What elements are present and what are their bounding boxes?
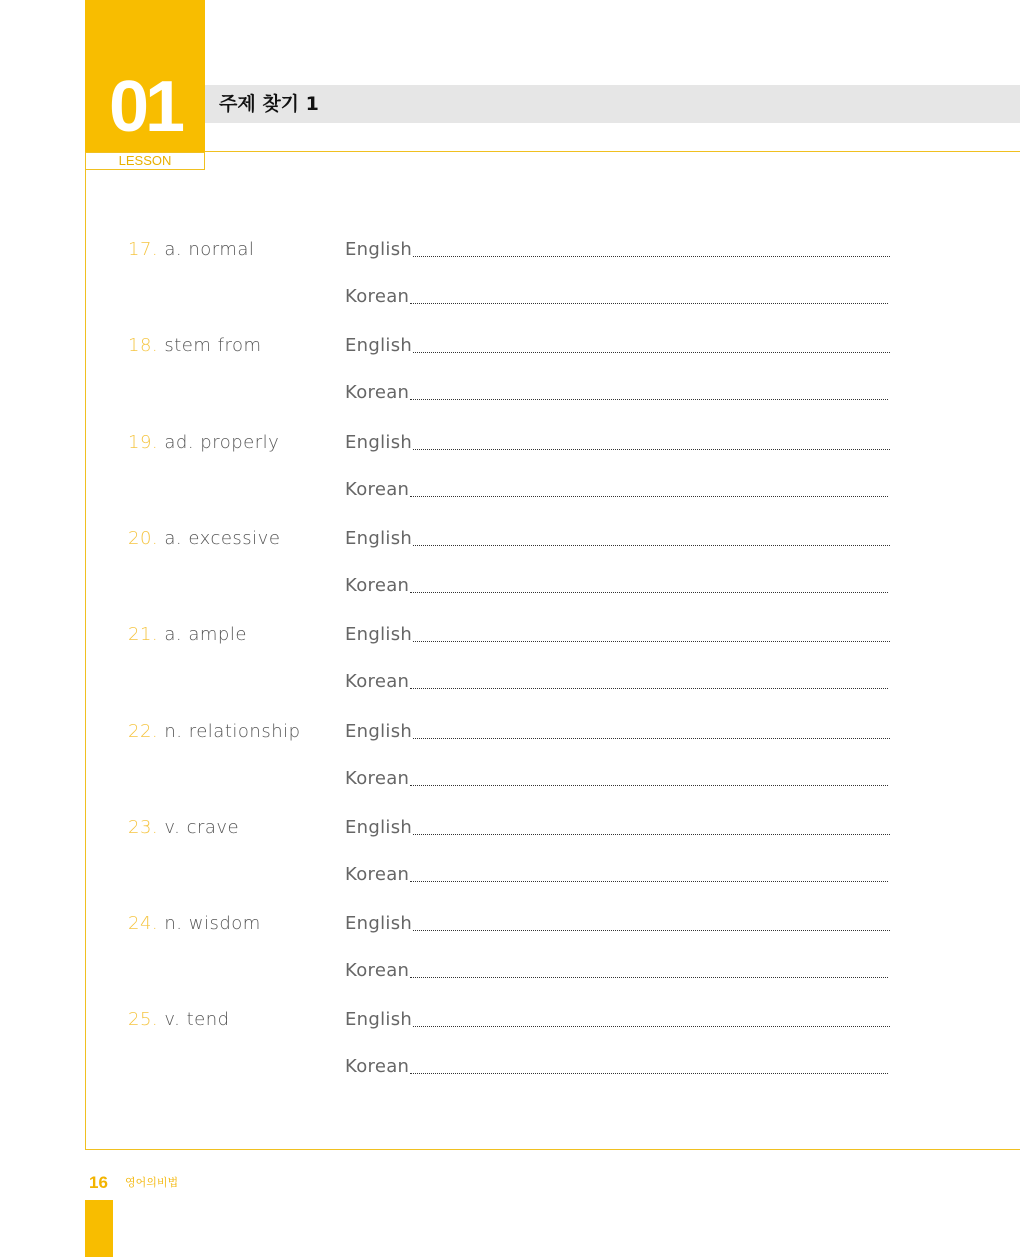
page-title: 주제 찾기 1 bbox=[219, 93, 319, 115]
korean-label: Korean bbox=[345, 574, 410, 596]
english-label: English bbox=[345, 239, 413, 260]
vocab-entry bbox=[128, 719, 908, 815]
vocab-term bbox=[128, 237, 254, 263]
korean-blank[interactable] bbox=[410, 303, 888, 304]
vocab-entry bbox=[128, 622, 908, 718]
english-label: English bbox=[345, 335, 413, 357]
english-blank[interactable] bbox=[413, 449, 890, 450]
english-label: English bbox=[345, 816, 413, 838]
vocab-word: n. relationship bbox=[164, 720, 301, 742]
vocab-word: v. tend bbox=[164, 1009, 230, 1031]
vocab-number: 21. bbox=[128, 624, 159, 646]
title-bar bbox=[205, 85, 1020, 123]
vocab-term bbox=[128, 719, 301, 745]
english-blank[interactable] bbox=[413, 641, 890, 642]
vocab-entry bbox=[128, 1007, 908, 1103]
english-label: English bbox=[345, 913, 413, 935]
frame-left-line bbox=[85, 168, 86, 1150]
korean-answer-line[interactable] bbox=[345, 380, 888, 406]
lesson-number: 01 bbox=[108, 67, 182, 147]
vocab-word: a. normal bbox=[164, 239, 255, 260]
english-answer-line[interactable] bbox=[345, 815, 890, 841]
footer-tab bbox=[85, 1200, 113, 1257]
lesson-badge bbox=[85, 0, 205, 152]
english-blank[interactable] bbox=[413, 1026, 890, 1027]
vocab-entry bbox=[128, 911, 908, 1007]
vocab-term bbox=[128, 622, 247, 648]
english-answer-line[interactable] bbox=[345, 719, 890, 745]
vocab-term bbox=[128, 333, 262, 359]
lesson-label: LESSON bbox=[85, 152, 205, 170]
english-answer-line[interactable] bbox=[345, 622, 890, 648]
vocab-entry bbox=[128, 526, 908, 622]
vocab-word: a. ample bbox=[164, 624, 247, 646]
vocab-word: ad. properly bbox=[164, 431, 280, 453]
vocab-term bbox=[128, 815, 239, 841]
vocab-word: a. excessive bbox=[164, 527, 281, 549]
english-answer-line[interactable] bbox=[345, 333, 890, 359]
english-blank[interactable] bbox=[413, 834, 890, 835]
english-answer-line[interactable] bbox=[345, 526, 890, 552]
vocab-entry bbox=[128, 430, 908, 526]
english-label: English bbox=[345, 527, 413, 549]
vocab-entry bbox=[128, 333, 908, 429]
vocab-word: stem from bbox=[164, 335, 262, 357]
english-label: English bbox=[345, 720, 413, 742]
korean-label: Korean bbox=[345, 671, 410, 693]
english-answer-line[interactable] bbox=[345, 237, 890, 263]
vocab-number: 20. bbox=[128, 527, 159, 549]
vocab-number: 17. bbox=[128, 239, 159, 260]
vocab-term bbox=[128, 911, 261, 937]
frame-top-line bbox=[205, 151, 1020, 152]
vocab-term bbox=[128, 526, 280, 552]
vocab-number: 24. bbox=[128, 913, 159, 935]
page-number: 16 bbox=[89, 1173, 108, 1192]
korean-answer-line[interactable] bbox=[345, 862, 888, 888]
vocab-entry bbox=[128, 815, 908, 911]
english-blank[interactable] bbox=[413, 256, 890, 257]
vocab-number: 22. bbox=[128, 720, 159, 742]
korean-blank[interactable] bbox=[410, 881, 888, 882]
vocab-number: 18. bbox=[128, 335, 159, 357]
english-label: English bbox=[345, 431, 413, 453]
english-blank[interactable] bbox=[413, 738, 890, 739]
english-answer-line[interactable] bbox=[345, 911, 890, 937]
vocab-term bbox=[128, 1007, 230, 1033]
korean-label: Korean bbox=[345, 478, 410, 500]
frame-bottom-line bbox=[85, 1149, 1020, 1150]
korean-answer-line[interactable] bbox=[345, 477, 888, 503]
korean-blank[interactable] bbox=[410, 399, 888, 400]
korean-blank[interactable] bbox=[410, 1073, 888, 1074]
vocab-number: 25. bbox=[128, 1009, 159, 1031]
english-blank[interactable] bbox=[413, 930, 890, 931]
english-label: English bbox=[345, 1009, 413, 1031]
korean-label: Korean bbox=[345, 960, 410, 982]
english-answer-line[interactable] bbox=[345, 1007, 890, 1033]
korean-answer-line[interactable] bbox=[345, 573, 888, 599]
vocab-term bbox=[128, 430, 279, 456]
english-blank[interactable] bbox=[413, 352, 890, 353]
korean-answer-line[interactable] bbox=[345, 766, 888, 792]
english-answer-line[interactable] bbox=[345, 430, 890, 456]
vocab-word: v. crave bbox=[164, 816, 240, 838]
korean-answer-line[interactable] bbox=[345, 669, 888, 695]
vocab-number: 23. bbox=[128, 816, 159, 838]
korean-blank[interactable] bbox=[410, 592, 888, 593]
korean-label: Korean bbox=[345, 767, 410, 789]
vocab-number: 19. bbox=[128, 431, 159, 453]
english-label: English bbox=[345, 624, 413, 646]
korean-blank[interactable] bbox=[410, 785, 888, 786]
vocab-entry bbox=[128, 237, 908, 333]
korean-answer-line[interactable] bbox=[345, 284, 888, 310]
korean-blank[interactable] bbox=[410, 977, 888, 978]
korean-label: Korean bbox=[345, 382, 410, 404]
book-title: 영어의비법 bbox=[125, 1176, 179, 1189]
korean-label: Korean bbox=[345, 863, 410, 885]
korean-blank[interactable] bbox=[410, 496, 888, 497]
english-blank[interactable] bbox=[413, 545, 890, 546]
korean-blank[interactable] bbox=[410, 688, 888, 689]
vocab-word: n. wisdom bbox=[164, 913, 261, 935]
korean-label: Korean bbox=[345, 1056, 410, 1078]
korean-label: Korean bbox=[345, 286, 410, 307]
korean-answer-line[interactable] bbox=[345, 958, 888, 984]
korean-answer-line[interactable] bbox=[345, 1054, 888, 1080]
